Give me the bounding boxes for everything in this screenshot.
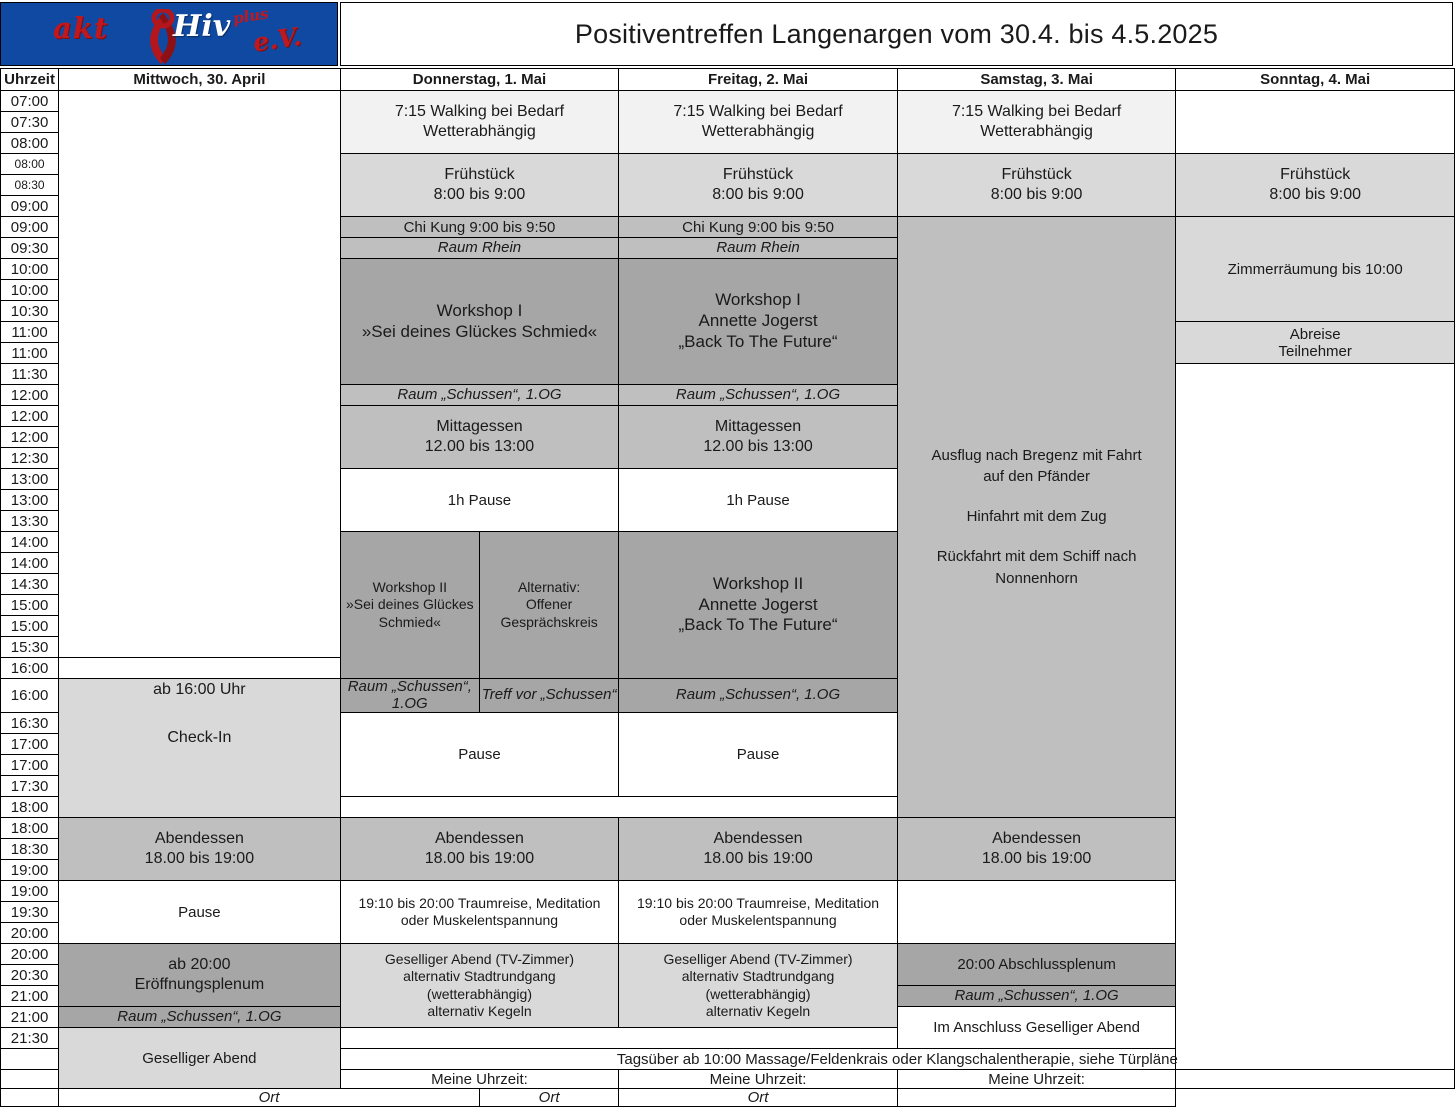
workshop-subtitle-a: »Sei deines Glückes [345, 596, 474, 613]
gesellig-line1: Geselliger Abend (TV-Zimmer) [663, 951, 853, 968]
cell-fr-walking [619, 91, 898, 154]
time-label: 21:30 [1, 1028, 59, 1049]
time-label: 16:00 [1, 679, 59, 713]
time-label: 20:00 [1, 944, 59, 965]
cell-mi-checkin [59, 679, 341, 818]
meal-time: 12.00 bis 13:00 [424, 438, 535, 455]
cell-do-alternativ [479, 532, 618, 679]
alternativ-line3: Gesprächskreis [500, 613, 598, 630]
time-label: 20:00 [1, 923, 59, 944]
traumreise-line1: 19:10 bis 20:00 Traumreise, Meditation [358, 894, 601, 911]
alternativ-line1: Alternativ: [517, 579, 581, 596]
meal-title: Abendessen [713, 830, 803, 848]
time-label: 16:00 [1, 658, 59, 679]
time-label: 13:30 [1, 511, 59, 532]
time-label: 15:00 [1, 595, 59, 616]
schedule-table [0, 68, 1455, 1107]
time-label: 16:30 [1, 713, 59, 734]
organization-logo [0, 2, 338, 66]
table-header-row [1, 69, 1455, 91]
cell-do-mittagessen [340, 406, 619, 469]
cell-do-chikung: Chi Kung 9:00 bis 9:50 [340, 217, 619, 238]
column-header-sonntag: Sonntag, 4. Mai [1176, 69, 1455, 91]
field-ort-sa[interactable]: Ort [619, 1089, 898, 1107]
cell-mittwoch-empty-morning [59, 91, 341, 658]
workshop-presenter: Annette Jogerst [698, 594, 818, 614]
walking-title: 7:15 Walking bei Bedarf [951, 103, 1122, 121]
time-label: 20:30 [1, 965, 59, 986]
cell-fr-mittagessen [619, 406, 898, 469]
walking-title: 7:15 Walking bei Bedarf [673, 103, 843, 121]
gesellig-line3: (wetterabhängig) [705, 985, 811, 1002]
cell-do-abendessen [340, 818, 619, 881]
cell-sa-fruehstueck [897, 154, 1176, 217]
meal-title: Frühstück [1001, 166, 1072, 184]
meal-title: Abendessen [154, 830, 244, 848]
cell-do-ws1-room: Raum „Schussen“, 1.OG [340, 385, 619, 406]
cell-do-geselliger-abend [340, 944, 619, 1028]
time-label: 11:00 [1, 343, 59, 364]
walking-title: 7:15 Walking bei Bedarf [394, 103, 565, 121]
gesellig-line2: alternativ Stadtrundgang [681, 968, 835, 985]
time-label: 17:00 [1, 755, 59, 776]
gesellig-line3: (wetterabhängig) [426, 985, 532, 1002]
gesellig-line4: alternativ Kegeln [705, 1002, 811, 1019]
workshop-subtitle: „Back To The Future“ [678, 331, 838, 351]
cell-mi-plenum-room: Raum „Schussen“, 1.OG [59, 1007, 341, 1028]
walking-sub: Wetterabhängig [980, 123, 1093, 140]
cell-mi-abendessen [59, 818, 341, 881]
cell-so-empty-rest [1176, 364, 1455, 1070]
meal-title: Frühstück [444, 166, 515, 184]
cell-do-traumreise [340, 881, 619, 944]
cell-tagsueber-banner: Tagsüber ab 10:00 Massage/Feldenkrais oder Klangschalentherapie, siehe Türpläne [340, 1049, 1454, 1070]
plenum-label: Eröffnungsplenum [134, 976, 265, 993]
meal-title: Frühstück [722, 166, 794, 184]
time-label: 14:30 [1, 574, 59, 595]
field-ort-do[interactable]: Ort [59, 1089, 480, 1107]
meal-time: 8:00 bis 9:00 [990, 186, 1083, 203]
cell-fr-abendessen [619, 818, 898, 881]
checkin-from: ab 16:00 Uhr [153, 681, 246, 698]
time-label: 12:00 [1, 385, 59, 406]
time-label: 09:00 [1, 217, 59, 238]
time-label: 21:00 [1, 1007, 59, 1028]
meal-title: Mittagessen [714, 418, 802, 436]
cell-do-workshop1 [340, 259, 619, 385]
column-header-donnerstag: Donnerstag, 1. Mai [340, 69, 619, 91]
meal-time: 18.00 bis 19:00 [424, 850, 535, 867]
workshop-title: Workshop I [715, 290, 801, 310]
page-title [340, 2, 1453, 66]
time-label: 18:00 [1, 797, 59, 818]
cell-do-pause: Pause [340, 713, 619, 797]
time-label: 19:30 [1, 902, 59, 923]
time-label: 08:00 [1, 133, 59, 154]
cell-fr-workshop2 [619, 532, 898, 679]
page-header [0, 0, 1455, 68]
time-label: 18:30 [1, 839, 59, 860]
time-label: 09:30 [1, 238, 59, 259]
traumreise-line2: oder Muskelentspannung [400, 912, 559, 928]
workshop-presenter: Annette Jogerst [698, 311, 818, 331]
cell-sa-abendessen [897, 818, 1176, 881]
time-label: 12:00 [1, 406, 59, 427]
walking-sub: Wetterabhängig [701, 123, 815, 140]
cell-so-fruehstueck [1176, 154, 1455, 217]
spacer-time-cell [1, 1049, 59, 1070]
abreise-line2: Teilnehmer [1278, 342, 1352, 360]
time-label: 13:00 [1, 490, 59, 511]
spacer-time-cell [1, 1070, 59, 1089]
time-label: 12:30 [1, 448, 59, 469]
cell-do-fruehstueck [340, 154, 619, 217]
page-title-text: Positiventreffen Langenargen vom 30.4. bis 4.5.2025 [574, 18, 1219, 49]
time-label: 11:00 [1, 322, 59, 343]
workshop-title: Workshop II [372, 579, 448, 596]
meal-time: 8:00 bis 9:00 [433, 186, 526, 203]
logo-text-plus: plus [231, 4, 270, 28]
cell-sa-im-anschluss: Im Anschluss Geselliger Abend [897, 1007, 1176, 1049]
field-meine-uhrzeit-sa[interactable]: Meine Uhrzeit: [897, 1070, 1176, 1089]
column-header-samstag: Samstag, 3. Mai [897, 69, 1176, 91]
time-label: 19:00 [1, 881, 59, 902]
time-label: 19:00 [1, 860, 59, 881]
meal-time: 8:00 bis 9:00 [712, 186, 804, 203]
time-label: 11:30 [1, 364, 59, 385]
workshop-title: Workshop I [436, 300, 523, 320]
cell-so-zimmerraeumung: Zimmerräumung bis 10:00 [1176, 217, 1455, 322]
cell-mi-eroeffnungsplenum [59, 944, 341, 1007]
meal-time: 8:00 bis 9:00 [1269, 186, 1361, 203]
workshop-title: Workshop II [712, 573, 804, 593]
meal-title: Abendessen [434, 830, 524, 848]
column-header-uhrzeit: Uhrzeit [1, 69, 59, 91]
time-label: 15:00 [1, 616, 59, 637]
gesellig-line4: alternativ Kegeln [427, 1002, 532, 1019]
cell-do-walking [340, 91, 619, 154]
meal-time: 18.00 bis 19:00 [144, 850, 255, 867]
ausflug-line3: Hinfahrt mit dem Zug [966, 508, 1107, 526]
cell-fr-pause: Pause [619, 713, 898, 797]
cell-fr-fruehstueck [619, 154, 898, 217]
gesellig-line2: alternativ Stadtrundgang [403, 968, 556, 985]
cell-do-workshop2 [340, 532, 479, 679]
field-meine-uhrzeit-do[interactable]: Meine Uhrzeit: [340, 1070, 619, 1089]
cell-fr-geselliger-abend [619, 944, 898, 1028]
field-ort-fr[interactable]: Ort [479, 1089, 618, 1107]
ausflug-line5: Nonnenhorn [995, 569, 1078, 587]
cell-sa-plenum-room: Raum „Schussen“, 1.OG [897, 986, 1176, 1007]
abreise-line1: Abreise [1289, 325, 1341, 343]
logo-text-ev: e.V. [251, 21, 304, 58]
walking-sub: Wetterabhängig [423, 123, 536, 140]
time-label: 10:30 [1, 301, 59, 322]
meal-time: 12.00 bis 13:00 [703, 438, 813, 455]
checkin-label: Check-In [167, 729, 232, 746]
traumreise-line1: 19:10 bis 20:00 Traumreise, Meditation [637, 894, 880, 911]
time-label: 18:00 [1, 818, 59, 839]
table-row [1, 1089, 1455, 1107]
time-label: 07:30 [1, 112, 59, 133]
traumreise-line2: oder Muskelentspannung [679, 912, 837, 928]
cell-do-ws2-room: Raum „Schussen“, 1.OG [340, 679, 479, 713]
workshop-subtitle-b: Schmied« [378, 613, 441, 630]
cell-fr-chikung-room: Raum Rhein [619, 238, 898, 259]
spacer-time-cell [1, 1089, 59, 1107]
cell-fr-workshop1 [619, 259, 898, 385]
time-label: 17:00 [1, 734, 59, 755]
cell-fr-1h-pause: 1h Pause [619, 469, 898, 532]
cell-so-empty-footer2 [897, 1089, 1176, 1107]
ausflug-line4: Rückfahrt mit dem Schiff nach [936, 547, 1137, 565]
meal-title: Abendessen [992, 830, 1082, 848]
table-row [1, 91, 1455, 112]
logo-text-akt: akt [53, 11, 109, 45]
time-label: 21:00 [1, 986, 59, 1007]
time-label: 10:00 [1, 280, 59, 301]
time-label: 14:00 [1, 532, 59, 553]
time-label: 09:00 [1, 196, 59, 217]
time-label: 15:30 [1, 637, 59, 658]
ausflug-line2: auf den Pfänder [983, 468, 1090, 486]
cell-fr-ws1-room: Raum „Schussen“, 1.OG [619, 385, 898, 406]
alternativ-line2: Offener [525, 596, 573, 613]
time-label: 08:00 [1, 154, 59, 175]
workshop-subtitle: »Sei deines Glückes Schmied« [361, 321, 598, 341]
cell-do-alt-room: Treff vor „Schussen“ [479, 679, 618, 713]
meal-time: 18.00 bis 19:00 [981, 850, 1092, 867]
workshop-subtitle: „Back To The Future“ [678, 615, 838, 635]
cell-sa-empty-evening [897, 881, 1176, 944]
plenum-from: ab 20:00 [168, 956, 231, 974]
logo-text-hiv: Hiv [173, 9, 231, 44]
meal-time: 18.00 bis 19:00 [703, 850, 813, 867]
cell-do-1h-pause: 1h Pause [340, 469, 619, 532]
time-label: 12:00 [1, 427, 59, 448]
time-label: 07:00 [1, 91, 59, 112]
column-header-mittwoch: Mittwoch, 30. April [59, 69, 341, 91]
cell-sa-ausflug [897, 217, 1176, 818]
meal-title: Mittagessen [436, 418, 523, 436]
meal-title: Frühstück [1280, 166, 1351, 184]
time-label: 10:00 [1, 259, 59, 280]
cell-so-abreise [1176, 322, 1455, 364]
cell-fr-ws2-room: Raum „Schussen“, 1.OG [619, 679, 898, 713]
cell-mi-geselliger-abend: Geselliger Abend [59, 1028, 341, 1089]
cell-sa-walking [897, 91, 1176, 154]
time-label: 14:00 [1, 553, 59, 574]
cell-mi-pause: Pause [59, 881, 341, 944]
cell-do-chikung-room: Raum Rhein [340, 238, 619, 259]
time-label: 13:00 [1, 469, 59, 490]
column-header-freitag: Freitag, 2. Mai [619, 69, 898, 91]
cell-fr-chikung: Chi Kung 9:00 bis 9:50 [619, 217, 898, 238]
cell-so-empty-early [1176, 91, 1455, 154]
time-label: 08:30 [1, 175, 59, 196]
gesellig-line1: Geselliger Abend (TV-Zimmer) [384, 951, 574, 968]
time-label: 17:30 [1, 776, 59, 797]
ausflug-line1: Ausflug nach Bregenz mit Fahrt [931, 446, 1142, 464]
cell-sa-abschlussplenum: 20:00 Abschlussplenum [897, 944, 1176, 986]
cell-fr-traumreise [619, 881, 898, 944]
cell-so-empty-footer [1176, 1070, 1455, 1089]
field-meine-uhrzeit-fr[interactable]: Meine Uhrzeit: [619, 1070, 898, 1089]
